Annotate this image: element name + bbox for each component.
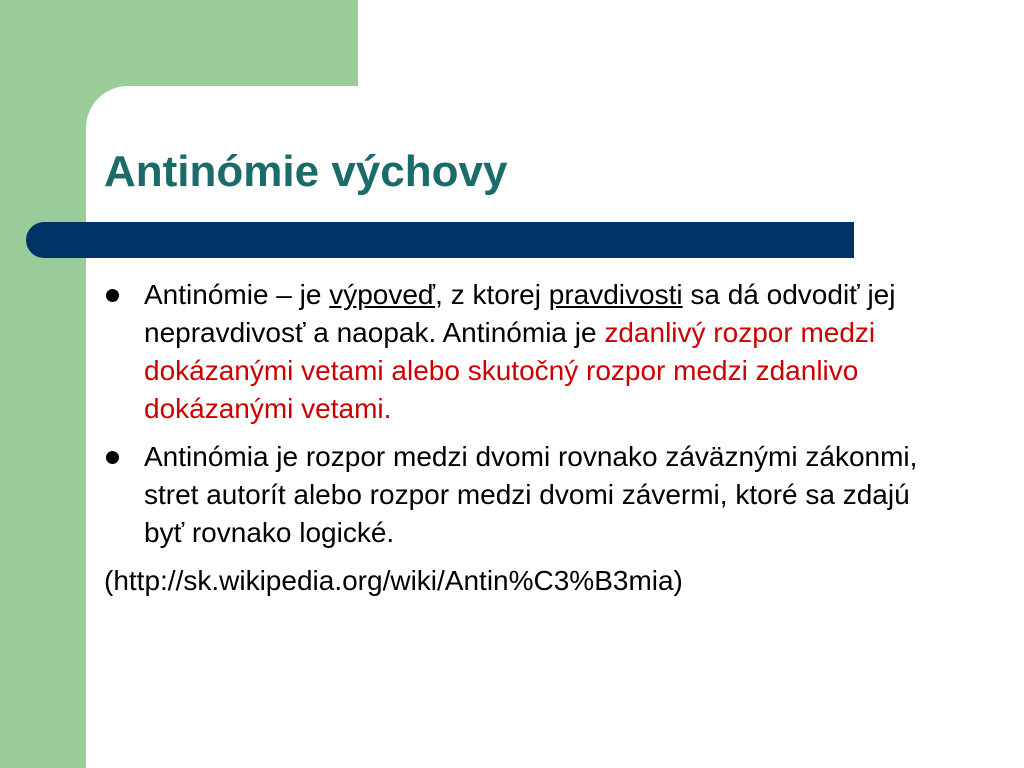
- link-vypoved[interactable]: výpoveď: [329, 279, 436, 310]
- highlighted-definition: zdanlivý rozpor medzi dokázanými vetami alebo skutočný rozpor medzi zdanlivo dokázanými vetami.: [144, 317, 876, 424]
- bullet-text: Antinómia je rozpor medzi dvomi rovnako záväznými zákonmi, stret autorít alebo rozpor medzi dvomi závermi, ktoré sa zdajú byť rovnako logické.: [144, 441, 918, 548]
- bullet-text: [144, 279, 895, 424]
- slide-body: [104, 276, 954, 600]
- title-underline-bar: [26, 222, 854, 258]
- bullet-item-antinomy-conflict: [104, 438, 954, 552]
- text-segment: , z ktorej: [435, 279, 549, 310]
- link-pravdivosti[interactable]: pravdivosti: [548, 279, 683, 310]
- text-segment: Antinómie – je: [144, 279, 330, 310]
- source-citation: (http://sk.wikipedia.org/wiki/Antin%C3%B3mia): [104, 565, 683, 596]
- bullet-dot-icon: [106, 451, 119, 464]
- text-segment: sa dá odvodiť jej nepravdivosť a naopak. Antinómia je: [144, 279, 896, 348]
- bullet-item-antinomy-definition: [104, 276, 954, 428]
- bullet-dot-icon: [106, 289, 119, 302]
- slide-title: Antinómie výchovy: [104, 147, 508, 196]
